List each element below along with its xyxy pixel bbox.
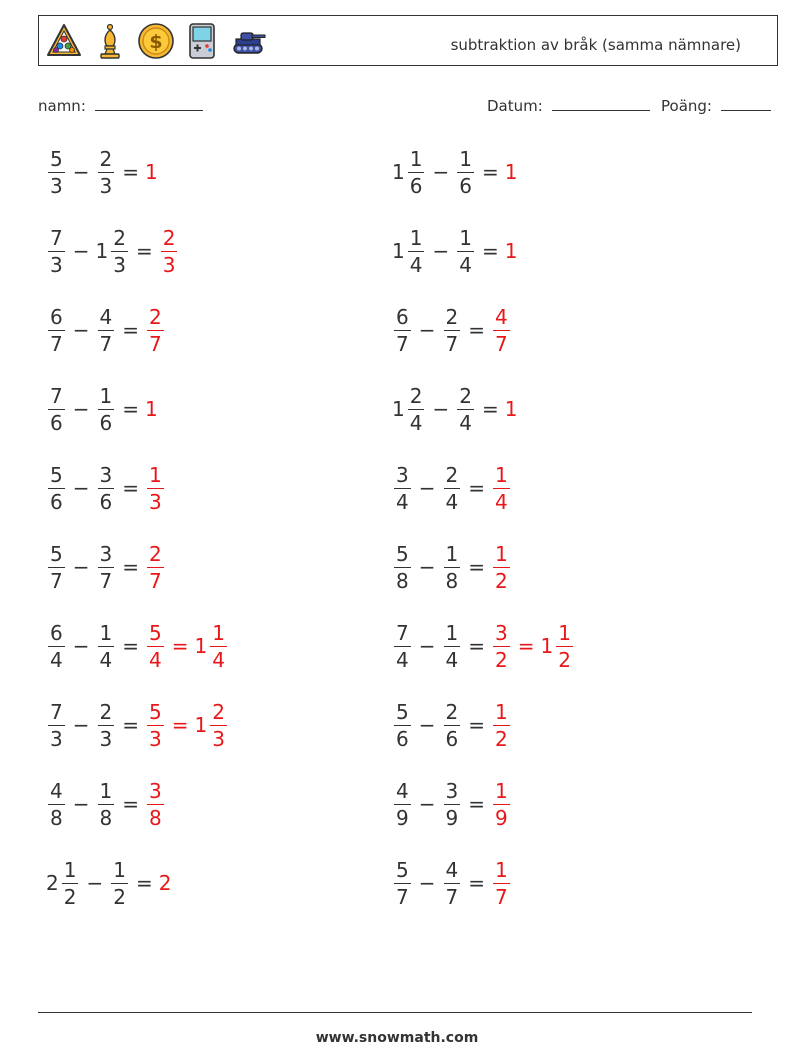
answer-fraction [147,304,164,356]
subtrahend-numerator: 1 [459,146,472,171]
subtrahend-denominator: 3 [99,173,113,198]
answer-whole: 1 [194,634,208,658]
answer-numerator: 2 [149,304,162,329]
problem-item [392,219,518,283]
problem-item [46,219,179,283]
minuend-denominator: 6 [50,489,63,514]
problem-item [46,772,166,836]
minuend-fraction [48,304,65,356]
answer [145,541,166,593]
answer-denominator: 7 [495,331,508,356]
answer-fraction [556,620,573,672]
answer [505,160,519,184]
subtrahend-denominator: 7 [99,331,113,356]
dollar-coin-icon [137,22,175,60]
problem-item [392,298,512,362]
equals-sign: = [468,318,485,342]
minuend-denominator: 6 [50,410,63,435]
score-field [661,96,771,115]
minuend-numerator: 6 [50,304,63,329]
equals-sign: = [468,713,485,737]
answer-denominator: 4 [495,489,508,514]
answer-denominator: 7 [495,884,508,909]
answer-denominator: 3 [212,726,225,751]
equals-sign: = [481,239,499,263]
minuend-numerator: 4 [50,778,63,803]
minuend-numerator: 5 [396,857,409,882]
subtrahend-numerator: 2 [99,146,113,171]
answer-fraction [210,699,227,751]
answer-denominator: 3 [149,726,162,751]
equals-sign: = [122,397,139,421]
answer [145,160,159,184]
answer-denominator: 2 [495,726,508,751]
minus-sign: − [72,555,90,579]
subtrahend-numerator: 2 [445,699,459,724]
minuend-numerator: 5 [50,462,63,487]
equals-sign: = [135,871,153,895]
minuend-fraction [48,462,65,514]
minus-sign: − [418,555,436,579]
answer [505,397,519,421]
minuend-numerator: 3 [396,462,409,487]
minuend-fraction [62,857,79,909]
subtrahend-fraction [98,146,115,198]
answer-fraction [147,699,164,751]
answer-numerator: 1 [495,462,508,487]
footer-url: www.snowmath.com [315,1030,479,1046]
subtrahend-whole: 1 [95,239,109,263]
minus-sign: − [432,397,450,421]
answer-numerator: 1 [495,857,508,882]
answer-fraction [493,304,510,356]
minuend-numerator: 7 [50,225,63,250]
subtrahend-numerator: 3 [445,778,459,803]
handheld-console-icon [183,22,221,60]
equals-sign: = [122,476,139,500]
minuend-denominator: 6 [396,726,409,751]
equals-sign: = [481,397,499,421]
subtrahend-denominator: 6 [445,726,459,751]
subtrahend-denominator: 3 [99,726,113,751]
answer [491,620,575,672]
answer-whole: 1 [540,634,554,658]
minuend-fraction [48,225,65,277]
minuend-fraction [408,383,425,435]
minuend-fraction [48,699,65,751]
score-label: Poäng: [661,97,712,115]
subtrahend-fraction [98,620,115,672]
subtrahend-denominator: 4 [459,252,472,277]
subtrahend-numerator: 3 [99,462,113,487]
answer-fraction [147,620,164,672]
minuend-fraction [394,462,411,514]
minuend-numerator: 4 [396,778,409,803]
minus-sign: − [418,476,436,500]
minuend-numerator: 1 [409,146,423,171]
answer [491,857,512,909]
minuend-denominator: 7 [50,331,63,356]
minuend-denominator: 4 [396,489,409,514]
answer-denominator: 9 [495,805,508,830]
subtrahend-numerator: 2 [445,304,459,329]
subtrahend-fraction [98,541,115,593]
equals-sign: = [122,792,139,816]
subtrahend-numerator: 3 [99,541,113,566]
minus-sign: − [72,476,90,500]
subtrahend-fraction [111,225,128,277]
answer-fraction [493,620,510,672]
minus-sign: − [418,871,436,895]
problem-item [46,693,229,757]
chess-bishop-icon [91,22,129,60]
answer-denominator: 7 [149,568,162,593]
name-line[interactable] [95,96,203,111]
subtrahend-fraction [98,383,115,435]
problem-item [46,456,166,520]
answer-fraction [161,225,178,277]
subtrahend-denominator: 4 [99,647,113,672]
problem-item [392,456,512,520]
minus-sign: − [86,871,104,895]
name-label: namn: [38,97,86,115]
subtrahend-denominator: 3 [113,252,126,277]
answer-numerator: 3 [495,620,508,645]
subtrahend-fraction [457,225,474,277]
answer-numerator: 1 [495,778,508,803]
equals-sign: = [468,555,485,579]
problem-item [392,377,518,441]
header-icons [45,22,267,60]
minuend-fraction [408,225,425,277]
minuend-denominator: 4 [50,647,63,672]
subtrahend-denominator: 2 [113,884,126,909]
answer [491,699,512,751]
answer-numerator: 1 [212,620,225,645]
minuend-fraction [394,857,411,909]
answer [145,778,166,830]
problem-item [392,140,518,204]
minuend-numerator: 2 [409,383,423,408]
billiard-rack-icon [45,22,83,60]
subtrahend-numerator: 4 [445,857,459,882]
minuend-fraction [408,146,425,198]
subtrahend-fraction [111,857,128,909]
subtrahend-fraction [98,462,115,514]
minuend-denominator: 9 [396,805,409,830]
answer-whole: 1 [504,239,518,263]
answer-whole: 1 [194,713,208,737]
equals-sign: = [135,239,153,263]
minuend-numerator: 5 [396,541,409,566]
subtrahend-fraction [444,462,461,514]
answer [491,778,512,830]
answer-whole: 1 [145,160,158,184]
answer-equals-sign: = [171,713,189,737]
minuend-denominator: 7 [396,331,409,356]
answer-denominator: 4 [149,647,162,672]
minuend-fraction [394,304,411,356]
equals-sign: = [122,555,139,579]
answer-denominator: 2 [495,568,508,593]
answer [505,239,519,263]
subtrahend-denominator: 6 [459,173,472,198]
answer [145,620,229,672]
subtrahend-fraction [444,541,461,593]
answer-numerator: 2 [212,699,225,724]
subtrahend-fraction [444,857,461,909]
answer-whole: 1 [504,397,518,421]
answer-fraction [493,699,510,751]
tank-icon [229,22,267,60]
answer-fraction [493,857,510,909]
answer [491,541,512,593]
minus-sign: − [72,634,90,658]
minuend-fraction [394,620,411,672]
answer-fraction [210,620,227,672]
answer-numerator: 3 [149,778,162,803]
minuend-numerator: 6 [396,304,409,329]
equals-sign: = [468,476,485,500]
answer-numerator: 2 [162,225,176,250]
minuend-fraction [394,541,411,593]
subtrahend-denominator: 7 [445,331,459,356]
minuend-numerator: 1 [409,225,423,250]
subtrahend-denominator: 4 [445,489,459,514]
equals-sign: = [122,318,139,342]
subtrahend-denominator: 4 [459,410,472,435]
subtrahend-denominator: 6 [99,410,113,435]
equals-sign: = [468,634,485,658]
problem-item [392,772,512,836]
minus-sign: − [72,792,90,816]
subtrahend-fraction [98,304,115,356]
equals-sign: = [122,160,139,184]
minuend-numerator: 7 [50,383,63,408]
name-field [38,96,203,115]
answer [491,462,512,514]
subtrahend-fraction [444,620,461,672]
equals-sign: = [468,871,485,895]
minus-sign: − [418,634,436,658]
minuend-denominator: 4 [409,410,423,435]
subtrahend-fraction [444,778,461,830]
minuend-fraction [394,699,411,751]
minuend-numerator: 7 [396,620,409,645]
answer-fraction [493,541,510,593]
minuend-numerator: 5 [50,146,63,171]
subtrahend-denominator: 8 [99,805,113,830]
minuend-denominator: 8 [396,568,409,593]
problem-item [392,851,512,915]
subtrahend-numerator: 2 [99,699,113,724]
date-field [487,96,650,115]
subtrahend-denominator: 8 [445,568,459,593]
problem-item [46,851,172,915]
equals-sign: = [122,713,139,737]
problem-item [46,377,159,441]
answer [145,699,229,751]
subtrahend-fraction [98,778,115,830]
subtrahend-fraction [457,146,474,198]
worksheet-header [38,15,778,66]
subtrahend-fraction [457,383,474,435]
score-line[interactable] [721,96,771,111]
minuend-denominator: 7 [396,884,409,909]
minuend-denominator: 8 [50,805,63,830]
subtrahend-numerator: 1 [113,857,126,882]
answer-denominator: 3 [149,489,162,514]
problem-item [46,140,159,204]
answer-fraction [147,462,164,514]
problem-item [392,535,512,599]
minuend-whole: 1 [392,239,405,263]
subtrahend-denominator: 6 [99,489,113,514]
answer [491,304,512,356]
answer-denominator: 2 [558,647,571,672]
worksheet-title: subtraktion av bråk (samma nämnare) [450,36,741,54]
answer-denominator: 7 [149,331,162,356]
problem-item [46,614,229,678]
subtrahend-fraction [98,699,115,751]
equals-sign: = [468,792,485,816]
subtrahend-numerator: 2 [459,383,472,408]
problem-item [392,614,575,678]
subtrahend-fraction [444,699,461,751]
answer-fraction [493,462,510,514]
answer-numerator: 1 [495,541,508,566]
minus-sign: − [72,318,90,342]
answer-numerator: 5 [149,620,162,645]
minuend-denominator: 3 [50,726,63,751]
minuend-whole: 2 [46,871,59,895]
minuend-fraction [48,620,65,672]
minuend-whole: 1 [392,397,405,421]
minuend-denominator: 2 [63,884,77,909]
minus-sign: − [432,239,450,263]
subtrahend-denominator: 9 [445,805,459,830]
answer-whole: 1 [145,397,158,421]
problem-item [392,693,512,757]
answer-denominator: 2 [495,647,508,672]
minus-sign: − [72,397,90,421]
answer-denominator: 8 [149,805,162,830]
subtrahend-denominator: 7 [445,884,459,909]
minus-sign: − [418,713,436,737]
minuend-whole: 1 [392,160,405,184]
answer-numerator: 4 [495,304,508,329]
minuend-denominator: 4 [409,252,423,277]
minuend-denominator: 3 [50,252,63,277]
footer-divider [38,1012,752,1013]
minus-sign: − [418,318,436,342]
minuend-fraction [48,383,65,435]
answer-fraction [147,541,164,593]
minus-sign: − [72,160,90,184]
subtrahend-numerator: 1 [459,225,472,250]
date-label: Datum: [487,97,543,115]
answer-equals-sign: = [517,634,535,658]
svg-text:$: $ [149,31,163,53]
subtrahend-numerator: 1 [99,620,113,645]
equals-sign: = [122,634,139,658]
subtrahend-fraction [444,304,461,356]
minus-sign: − [418,792,436,816]
subtrahend-numerator: 1 [445,620,459,645]
minus-sign: − [432,160,450,184]
subtrahend-numerator: 2 [445,462,459,487]
problem-item [46,535,166,599]
answer-equals-sign: = [171,634,189,658]
subtrahend-numerator: 1 [99,778,113,803]
answer-whole: 2 [158,871,172,895]
minuend-numerator: 1 [63,857,77,882]
subtrahend-numerator: 1 [445,541,459,566]
minuend-fraction [394,778,411,830]
answer-whole: 1 [504,160,518,184]
minus-sign: − [72,713,90,737]
answer [159,225,180,277]
answer-fraction [147,778,164,830]
answer [145,304,166,356]
answer [145,462,166,514]
subtrahend-denominator: 4 [445,647,459,672]
subtrahend-numerator: 1 [99,383,113,408]
answer [145,397,159,421]
minus-sign: − [72,239,90,263]
answer-fraction [493,778,510,830]
subtrahend-numerator: 4 [99,304,113,329]
date-line[interactable] [552,96,650,111]
answer [159,871,173,895]
minuend-denominator: 3 [50,173,63,198]
problem-item [46,298,166,362]
subtrahend-numerator: 2 [113,225,126,250]
answer-numerator: 1 [495,699,508,724]
answer-numerator: 1 [149,462,162,487]
minuend-numerator: 6 [50,620,63,645]
answer-numerator: 1 [558,620,571,645]
minuend-denominator: 6 [409,173,423,198]
minuend-denominator: 7 [50,568,63,593]
minuend-fraction [48,146,65,198]
answer-numerator: 2 [149,541,162,566]
subtrahend-denominator: 7 [99,568,113,593]
minuend-fraction [48,541,65,593]
minuend-numerator: 5 [396,699,409,724]
equals-sign: = [481,160,499,184]
minuend-denominator: 4 [396,647,409,672]
answer-denominator: 4 [212,647,225,672]
minuend-fraction [48,778,65,830]
minuend-numerator: 7 [50,699,63,724]
minuend-numerator: 5 [50,541,63,566]
answer-denominator: 3 [162,252,176,277]
answer-numerator: 5 [149,699,162,724]
